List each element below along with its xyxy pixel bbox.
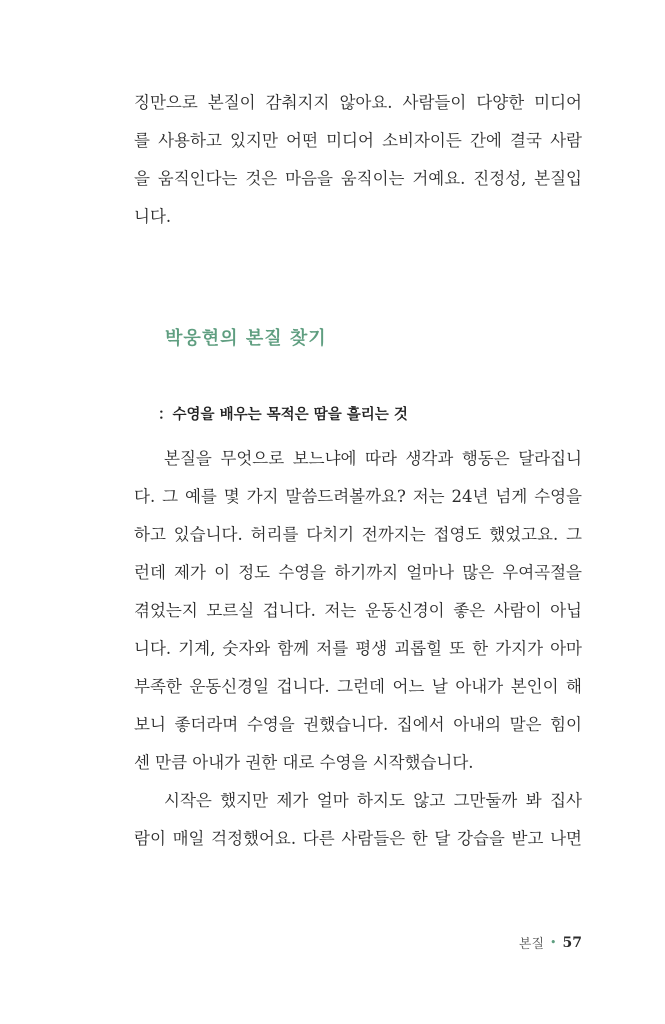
text-line: 부족한 운동신경일 겁니다. 그런데 어느 날 아내가 본인이 해 (134, 677, 582, 696)
text-line: 니다. 기계, 숫자와 함께 저를 평생 괴롭힐 또 한 가지가 아마 (134, 639, 582, 658)
text-line: 시작은 했지만 제가 얼마 하지도 않고 그만둘까 봐 집사 (164, 791, 582, 810)
text-line: 다. 그 예를 몇 가지 말씀드려볼까요? 저는 24년 넘게 수영을 (134, 487, 582, 506)
text-line: 람이 매일 걱정했어요. 다른 사람들은 한 달 강습을 받고 나면 (134, 829, 582, 848)
page-number: 57 (562, 934, 582, 951)
text-line: 런데 제가 이 정도 수영을 하기까지 얼마나 많은 우여곡절을 (134, 563, 582, 582)
intro-paragraph (134, 84, 582, 236)
section-title: 박웅현의 본질 찾기 (165, 328, 327, 349)
text-line: 하고 있습니다. 허리를 다치기 전까지는 접영도 했었고요. 그 (134, 525, 582, 544)
text-line: 을 움직인다는 것은 마음을 움직이는 거예요. 진정성, 본질입 (134, 169, 582, 188)
section-subtitle: ：수영을 배우는 목적은 땀을 흘리는 것 (158, 407, 408, 423)
running-title: 본질 (518, 937, 545, 952)
body-paragraphs (134, 440, 582, 858)
text-line: 를 사용하고 있지만 어떤 미디어 소비자이든 간에 결국 사람 (134, 131, 582, 150)
text-line: 센 만큼 아내가 권한 대로 수영을 시작했습니다. (134, 753, 474, 772)
text-line: 본질을 무엇으로 보느냐에 따라 생각과 행동은 달라집니 (164, 449, 582, 468)
text-line: 징만으로 본질이 감춰지지 않아요. 사람들이 다양한 미디어 (134, 93, 582, 112)
separator-dot: • (550, 936, 557, 949)
page-footer (519, 933, 582, 952)
text-line: 보니 좋더라며 수영을 권했습니다. 집에서 아내의 말은 힘이 (134, 715, 582, 734)
text-line: 겪었는지 모르실 겁니다. 저는 운동신경이 좋은 사람이 아닙 (134, 601, 582, 620)
text-line: 니다. (134, 207, 172, 226)
